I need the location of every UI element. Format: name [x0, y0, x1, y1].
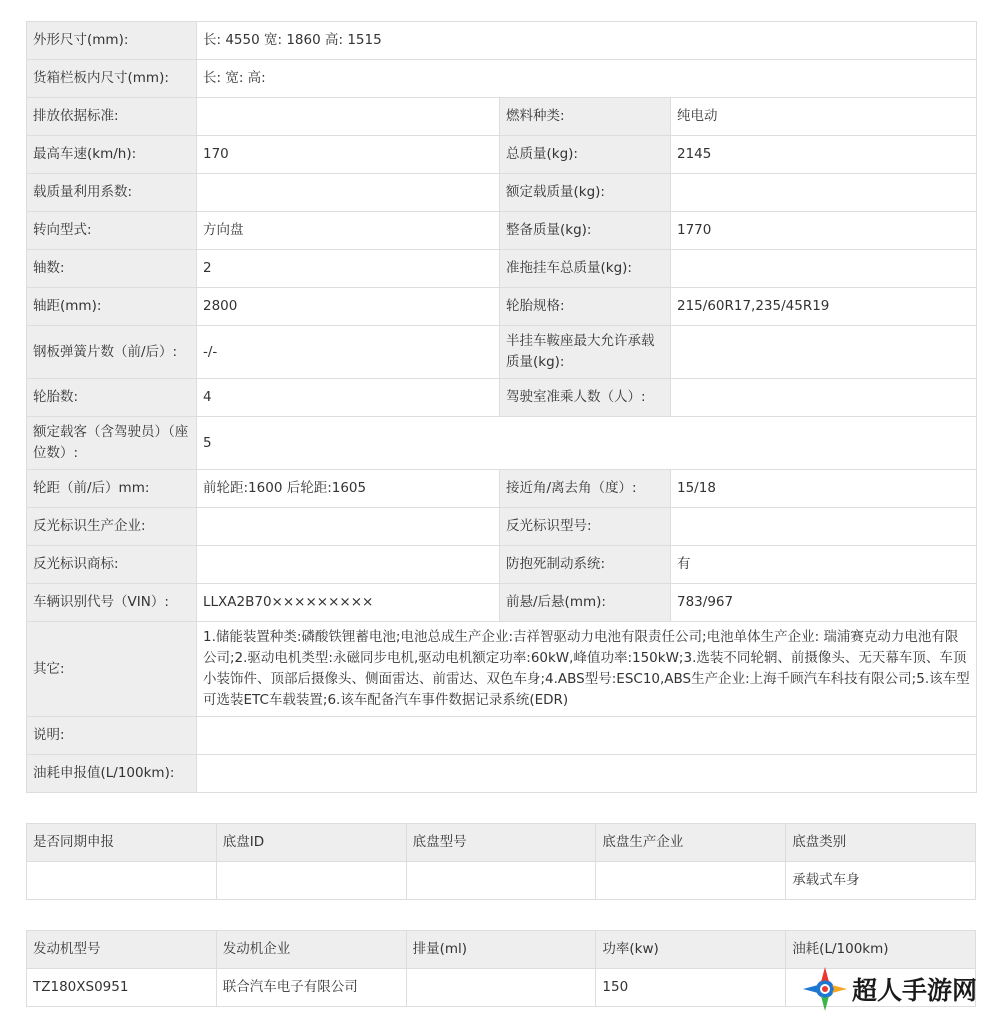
- max-speed-label: 最高车速(km/h):: [27, 136, 197, 174]
- emission-label: 排放依据标准:: [27, 98, 197, 136]
- tire-count-value: 4: [197, 379, 500, 417]
- engine-company-value: 联合汽车电子有限公司: [216, 969, 406, 1007]
- table-row: [27, 288, 977, 326]
- table-row: [27, 622, 977, 717]
- fuel-report-label: 油耗申报值(L/100km):: [27, 755, 197, 793]
- approach-angle-value: 15/18: [671, 470, 977, 508]
- dims-value: 长: 4550 宽: 1860 高: 1515: [197, 22, 977, 60]
- table-row: [27, 22, 977, 60]
- saddle-load-label: 半挂车鞍座最大允许承载质量(kg):: [500, 326, 671, 379]
- chassis-header-id: 底盘ID: [216, 824, 406, 862]
- dims-label: 外形尺寸(mm):: [27, 22, 197, 60]
- chassis-manufacturer-value: [596, 862, 786, 900]
- engine-header-displacement: 排量(ml): [406, 931, 596, 969]
- fuel-type-value: 纯电动: [671, 98, 977, 136]
- wheelbase-label: 轴距(mm):: [27, 288, 197, 326]
- table-header-row: [27, 824, 976, 862]
- engine-model-value: TZ180XS0951: [27, 969, 217, 1007]
- table-row: [27, 212, 977, 250]
- reflect-brand-label: 反光标识商标:: [27, 546, 197, 584]
- reflect-mfr-value: [197, 508, 500, 546]
- table-row: [27, 862, 976, 900]
- tire-spec-label: 轮胎规格:: [500, 288, 671, 326]
- table-row: [27, 508, 977, 546]
- engine-power-value: 150: [596, 969, 786, 1007]
- curb-mass-value: 1770: [671, 212, 977, 250]
- cargo-dims-label: 货箱栏板内尺寸(mm):: [27, 60, 197, 98]
- table-row: [27, 755, 977, 793]
- logo-text: 超人手游网: [852, 976, 978, 1005]
- other-label: 其它:: [27, 622, 197, 717]
- table-row: [27, 136, 977, 174]
- table-row: [27, 546, 977, 584]
- approach-angle-label: 接近角/离去角（度）:: [500, 470, 671, 508]
- curb-mass-label: 整备质量(kg):: [500, 212, 671, 250]
- engine-header-fuel: 油耗(L/100km): [786, 931, 976, 969]
- rated-load-label: 额定载质量(kg):: [500, 174, 671, 212]
- vin-value: LLXA2B70×××××××××: [197, 584, 500, 622]
- table-row: [27, 326, 977, 379]
- spring-label: 钢板弹簧片数（前/后）:: [27, 326, 197, 379]
- axles-value: 2: [197, 250, 500, 288]
- table-row: [27, 417, 977, 470]
- wheelbase-value: 2800: [197, 288, 500, 326]
- other-value: 1.储能装置种类:磷酸铁锂蓄电池;电池总成生产企业:吉祥智驱动力电池有限责任公司;电池单体生产企业: 瑞浦赛克动力电池有限公司;2.驱动电机类型:永磁同步电机,驱动电机额定功率:60kW,峰值功率:150kW;3.选装不同轮辋、前摄像头、无天幕车顶、车顶小装饰件、顶部后摄像头、侧面雷达、前雷达、双色车身;4.ABS型号:ESC10,ABS生产企业:上海千顾汽车科技有限公司;5.该车型可选装ETC车载装置;6.该车配备汽车事件数据记录系统(EDR): [197, 622, 977, 717]
- chassis-table: [26, 823, 976, 900]
- overhang-label: 前悬/后悬(mm):: [500, 584, 671, 622]
- table-row: [27, 470, 977, 508]
- chassis-id-value: [216, 862, 406, 900]
- steering-label: 转向型式:: [27, 212, 197, 250]
- chassis-header-manufacturer: 底盘生产企业: [596, 824, 786, 862]
- gross-mass-label: 总质量(kg):: [500, 136, 671, 174]
- fuel-report-value: [197, 755, 977, 793]
- reflect-model-label: 反光标识型号:: [500, 508, 671, 546]
- reflect-brand-value: [197, 546, 500, 584]
- chassis-header-category: 底盘类别: [786, 824, 976, 862]
- chassis-category-value: 承载式车身: [786, 862, 976, 900]
- note-value: [197, 717, 977, 755]
- table-row: [27, 174, 977, 212]
- trailer-mass-label: 准拖挂车总质量(kg):: [500, 250, 671, 288]
- track-label: 轮距（前/后）mm:: [27, 470, 197, 508]
- vin-label: 车辆识别代号（VIN）:: [27, 584, 197, 622]
- site-watermark-logo: [800, 963, 998, 1015]
- load-coef-label: 载质量利用系数:: [27, 174, 197, 212]
- logo-icon: [800, 964, 850, 1014]
- table-row: [27, 60, 977, 98]
- cab-seats-value: [671, 379, 977, 417]
- axles-label: 轴数:: [27, 250, 197, 288]
- chassis-model-value: [406, 862, 596, 900]
- table-row: [27, 98, 977, 136]
- reflect-model-value: [671, 508, 977, 546]
- engine-header-model: 发动机型号: [27, 931, 217, 969]
- track-value: 前轮距:1600 后轮距:1605: [197, 470, 500, 508]
- note-label: 说明:: [27, 717, 197, 755]
- engine-displacement-value: [406, 969, 596, 1007]
- table-row: [27, 584, 977, 622]
- cab-seats-label: 驾驶室准乘人数（人）:: [500, 379, 671, 417]
- fuel-type-label: 燃料种类:: [500, 98, 671, 136]
- table-row: [27, 250, 977, 288]
- abs-label: 防抱死制动系统:: [500, 546, 671, 584]
- max-speed-value: 170: [197, 136, 500, 174]
- rated-seats-label: 额定载客（含驾驶员）（座位数）:: [27, 417, 197, 470]
- emission-value: [197, 98, 500, 136]
- rated-seats-value: 5: [197, 417, 977, 470]
- cargo-dims-value: 长: 宽: 高:: [197, 60, 977, 98]
- tire-spec-value: 215/60R17,235/45R19: [671, 288, 977, 326]
- reflect-mfr-label: 反光标识生产企业:: [27, 508, 197, 546]
- tire-count-label: 轮胎数:: [27, 379, 197, 417]
- abs-value: 有: [671, 546, 977, 584]
- engine-header-power: 功率(kw): [596, 931, 786, 969]
- saddle-load-value: [671, 326, 977, 379]
- chassis-header-same-period: 是否同期申报: [27, 824, 217, 862]
- chassis-header-model: 底盘型号: [406, 824, 596, 862]
- steering-value: 方向盘: [197, 212, 500, 250]
- chassis-same-period-value: [27, 862, 217, 900]
- gross-mass-value: 2145: [671, 136, 977, 174]
- trailer-mass-value: [671, 250, 977, 288]
- engine-header-company: 发动机企业: [216, 931, 406, 969]
- rated-load-value: [671, 174, 977, 212]
- table-row: [27, 379, 977, 417]
- table-row: [27, 717, 977, 755]
- overhang-value: 783/967: [671, 584, 977, 622]
- spring-value: -/-: [197, 326, 500, 379]
- vehicle-spec-table: [26, 21, 977, 793]
- load-coef-value: [197, 174, 500, 212]
